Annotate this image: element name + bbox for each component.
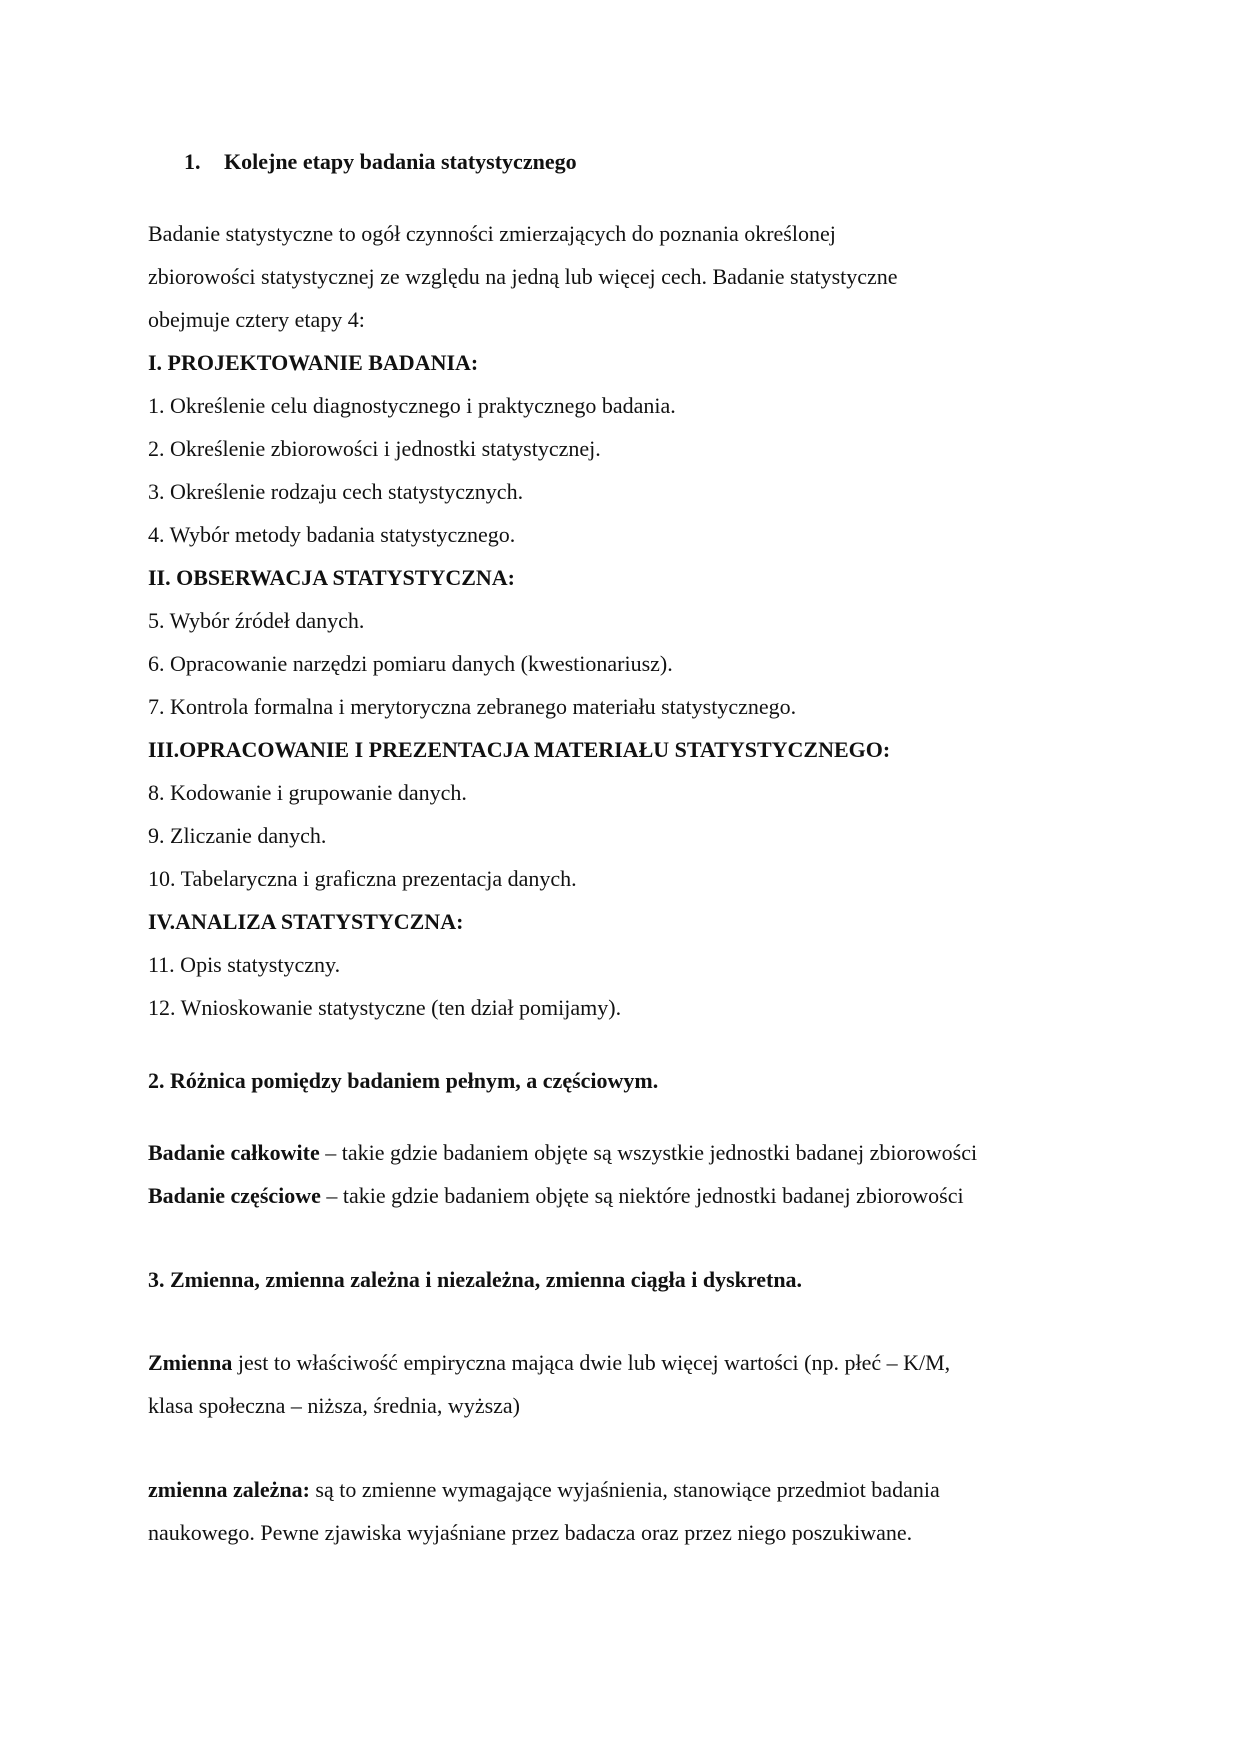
stage3-heading: III.OPRACOWANIE I PREZENTACJA MATERIAŁU STATYSTYCZNEGO: bbox=[148, 737, 891, 762]
stage1-item: 3. Określenie rodzaju cech statystycznych. bbox=[148, 479, 524, 504]
intro-line-3: obejmuje cztery etapy 4: bbox=[148, 307, 365, 332]
stage2-heading: II. OBSERWACJA STATYSTYCZNA: bbox=[148, 565, 515, 590]
full-study-definition bbox=[148, 1138, 977, 1168]
stage2-item: 5. Wybór źródeł danych. bbox=[148, 608, 365, 633]
section1-heading bbox=[184, 147, 577, 177]
stage2-item: 6. Opracowanie narzędzi pomiaru danych (kwestionariusz). bbox=[148, 651, 673, 676]
section1-number: 1. bbox=[184, 149, 201, 174]
partial-study-definition bbox=[148, 1181, 964, 1211]
dependent-variable-line-2: naukowego. Pewne zjawiska wyjaśniane przez badacza oraz przez niego poszukiwane. bbox=[148, 1520, 913, 1545]
stage1-item: 1. Określenie celu diagnostycznego i praktycznego badania. bbox=[148, 393, 676, 418]
variable-term: Zmienna bbox=[148, 1350, 233, 1375]
section1-title: Kolejne etapy badania statystycznego bbox=[224, 149, 577, 174]
stage4-heading: IV.ANALIZA STATYSTYCZNA: bbox=[148, 909, 464, 934]
full-study-text: – takie gdzie badaniem objęte są wszystkie jednostki badanej zbiorowości bbox=[319, 1140, 978, 1165]
dependent-variable-term: zmienna zależna: bbox=[148, 1477, 310, 1502]
stage4-item: 12. Wnioskowanie statystyczne (ten dział pomijamy). bbox=[148, 995, 622, 1020]
stage1-item: 4. Wybór metody badania statystycznego. bbox=[148, 522, 516, 547]
intro-line-1: Badanie statystyczne to ogół czynności zmierzających do poznania określonej bbox=[148, 221, 836, 246]
variable-definition-line-2: klasa społeczna – niższa, średnia, wyższa) bbox=[148, 1393, 521, 1418]
section3-heading: 3. Zmienna, zmienna zależna i niezależna, zmienna ciągła i dyskretna. bbox=[148, 1267, 803, 1292]
stage2-item: 7. Kontrola formalna i merytoryczna zebranego materiału statystycznego. bbox=[148, 694, 797, 719]
stage3-item: 8. Kodowanie i grupowanie danych. bbox=[148, 780, 467, 805]
stage1-heading: I. PROJEKTOWANIE BADANIA: bbox=[148, 350, 479, 375]
stage1-item: 2. Określenie zbiorowości i jednostki statystycznej. bbox=[148, 436, 601, 461]
full-study-term: Badanie całkowite bbox=[148, 1140, 320, 1165]
dependent-variable-line-1 bbox=[148, 1475, 940, 1505]
partial-study-term: Badanie częściowe bbox=[148, 1183, 321, 1208]
partial-study-text: – takie gdzie badaniem objęte są niektóre jednostki badanej zbiorowości bbox=[320, 1183, 964, 1208]
dependent-variable-text: są to zmienne wymagające wyjaśnienia, stanowiące przedmiot badania bbox=[309, 1477, 940, 1502]
section2-heading: 2. Różnica pomiędzy badaniem pełnym, a częściowym. bbox=[148, 1068, 659, 1093]
intro-line-2: zbiorowości statystycznej ze względu na jedną lub więcej cech. Badanie statystyczne bbox=[148, 264, 898, 289]
stage3-item: 9. Zliczanie danych. bbox=[148, 823, 327, 848]
variable-text: jest to właściwość empiryczna mająca dwie lub więcej wartości (np. płeć – K/M, bbox=[232, 1350, 951, 1375]
variable-definition-line-1 bbox=[148, 1348, 950, 1378]
stage4-item: 11. Opis statystyczny. bbox=[148, 952, 341, 977]
stage3-item: 10. Tabelaryczna i graficzna prezentacja danych. bbox=[148, 866, 577, 891]
